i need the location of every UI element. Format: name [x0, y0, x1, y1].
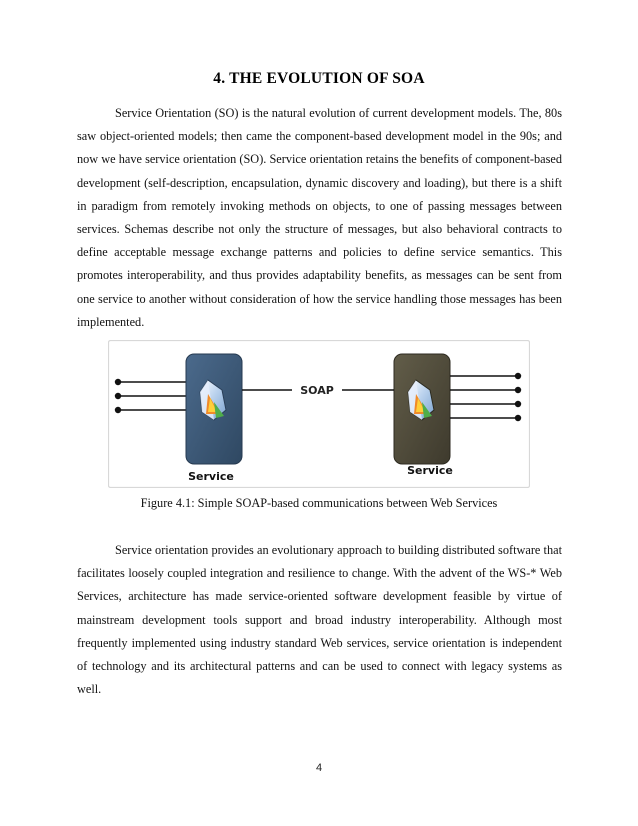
soap-link-label: SOAP: [300, 384, 334, 397]
figure-frame: [109, 341, 530, 488]
soap-diagram-figure: [108, 340, 530, 488]
left-service-label: Service: [188, 470, 234, 483]
left-connector-dots: [115, 379, 121, 413]
right-service-label: Service: [407, 464, 453, 477]
figure-caption: Figure 4.1: Simple SOAP-based communications between Web Services: [140, 496, 498, 510]
paragraph-service-orientation: Service orientation provides an evolutionary approach to building distributed software that facilitates loosely coupled integration and resilience to change. With the advent of the WS-* Web Services, architecture has made service-oriented software development feasible by virtue of mainstream development tools support and broad industry interoperability. Although most frequently implemented using industry standard Web services, service orientation is independent of technology and its architectural patterns and can be used to connect with legacy systems as well.: [77, 543, 562, 697]
soap-diagram: [108, 340, 530, 488]
paragraph-intro: Service Orientation (SO) is the natural evolution of current development models. The, 80s saw object-oriented models; then came the component-based development model in the 90s; and now we have service orientation (SO). Service orientation retains the benefits of component-based development (self-description, encapsulation, dynamic discovery and loading), but there is a shift in paradigm from remotely invoking methods on objects, to one of passing messages between services. Schemas describe not only the structure of messages, but also behavioral contracts to define acceptable message exchange patterns and policies to define service semantics. This promotes interoperability, and thus provides adaptability benefits, as messages can be sent from one service to another without consideration of how the service handling those messages has been implemented.: [77, 106, 562, 329]
section-title: 4. THE EVOLUTION OF SOA: [213, 70, 425, 87]
page-number: 4: [315, 762, 323, 774]
